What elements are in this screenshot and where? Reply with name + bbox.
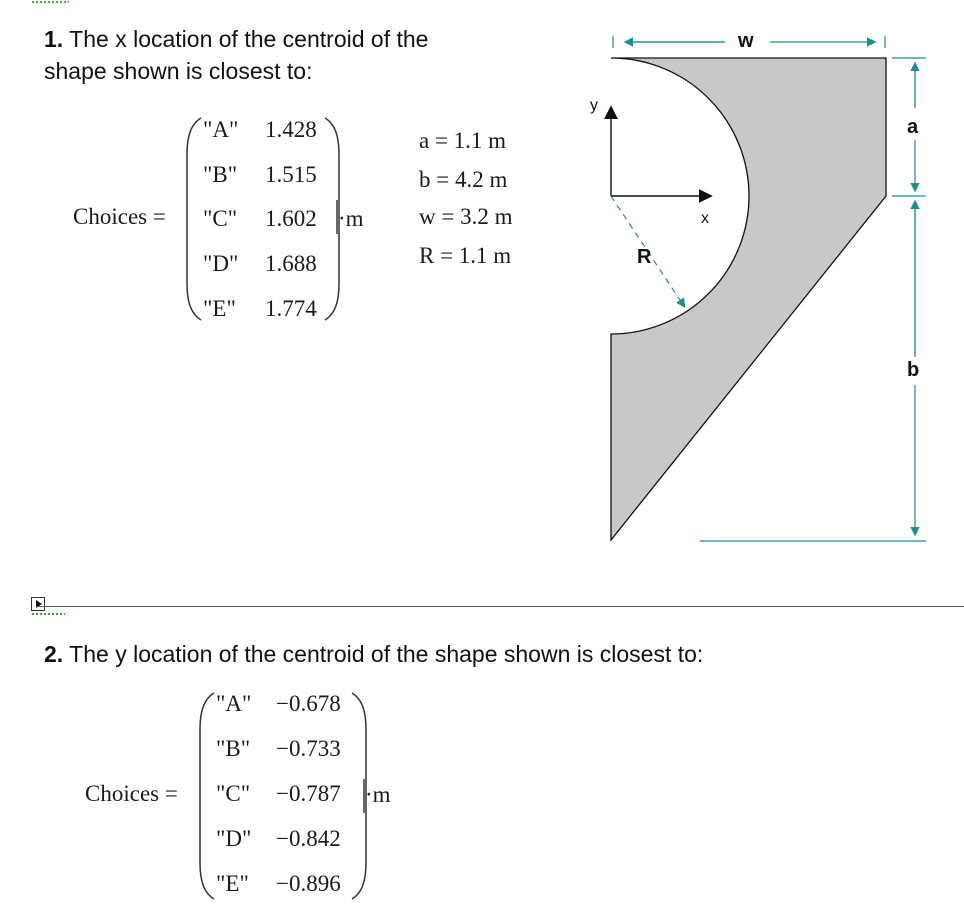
choice-label: "E": [216, 871, 249, 896]
question-1-text-line1: The x location of the centroid of the: [69, 26, 429, 52]
question-2-choices-matrix: [216, 691, 361, 896]
spelling-squiggle-top: [31, 0, 69, 4]
choice-label: "A": [216, 691, 252, 716]
gray-shape: [611, 58, 886, 540]
choice-label: "D": [203, 251, 239, 276]
choice-label: "A": [203, 117, 239, 142]
choice-label: "B": [203, 162, 238, 187]
choice-value: −0.678: [276, 691, 341, 716]
question-2-choices-label: Choices =: [85, 781, 178, 806]
choice-value: −0.733: [276, 736, 341, 761]
choice-value: −0.896: [276, 871, 341, 896]
label-x-axis: x: [701, 210, 709, 227]
parameter-b: b = 4.2 m: [419, 167, 508, 192]
label-r: R: [637, 246, 652, 268]
parameter-r: R = 1.1 m: [419, 243, 512, 268]
choice-label: "C": [216, 781, 251, 806]
question-2-title: [44, 639, 703, 669]
question-2-text: The y location of the centroid of the shape shown is closest to:: [69, 641, 704, 667]
choice-value: −0.842: [276, 826, 341, 851]
label-y-axis: y: [590, 97, 598, 114]
choice-value: 1.688: [265, 251, 317, 276]
label-b: b: [907, 359, 920, 381]
question-1-title: [44, 24, 428, 54]
label-a: a: [907, 116, 919, 138]
question-1-choices-matrix: [203, 117, 333, 322]
question-2-number: 2.: [44, 641, 64, 667]
section-divider: [36, 606, 964, 607]
choice-value: 1.515: [265, 162, 317, 187]
choice-label: "B": [216, 736, 251, 761]
play-marker-icon: [31, 597, 45, 611]
label-w: w: [738, 30, 754, 52]
choice-label: "D": [216, 826, 252, 851]
question-1-unit: ·m: [338, 206, 364, 231]
shape-diagram: [580, 20, 964, 555]
choice-value: 1.428: [265, 117, 317, 142]
choice-value: 1.602: [265, 206, 317, 231]
question-1-choices-label: Choices =: [73, 204, 166, 229]
choice-value: −0.787: [276, 781, 341, 806]
parameter-a: a = 1.1 m: [419, 128, 507, 153]
spelling-squiggle-mid: [31, 612, 65, 616]
question-1-text-line2-wrapper: [44, 56, 312, 86]
choice-value: 1.774: [265, 296, 317, 321]
choice-label: "E": [203, 296, 236, 321]
choice-label: "C": [203, 206, 238, 231]
parameter-w: w = 3.2 m: [419, 204, 513, 229]
question-1-number: 1.: [44, 26, 64, 52]
question-1-text-line2: shape shown is closest to:: [44, 58, 313, 84]
question-2-unit: ·m: [365, 782, 391, 807]
